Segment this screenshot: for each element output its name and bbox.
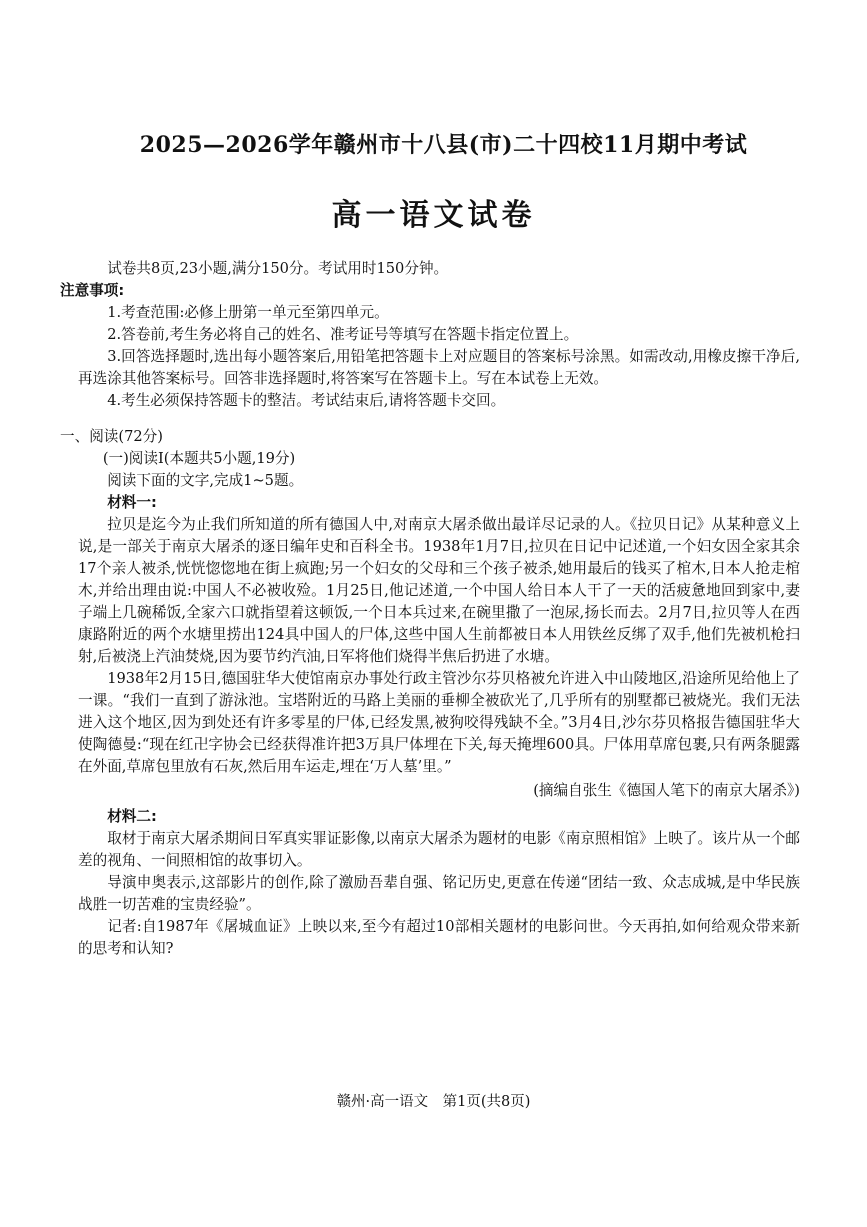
- exam-intro: 试卷共8页,23小题,满分150分。考试用时150分钟。: [107, 260, 449, 277]
- material2-paragraph: 取材于南京大屠杀期间日军真实罪证影像,以南京大屠杀为题材的电影《南京照相馆》上映了。该片从一个邮差的视角、一间照相馆的故事切入。: [78, 830, 800, 869]
- exam-body: [60, 258, 800, 960]
- notice-item-3: 3.回答选择题时,选出每小题答案后,用铅笔把答题卡上对应题目的答案标号涂黑。如需改动,用橡皮擦干净后,再选涂其他答案标号。回答非选择题时,将答案写在答题卡上。写在本试卷上无效。: [78, 348, 800, 387]
- section-heading: 一、阅读(72分): [60, 428, 163, 445]
- subject-title: 高一语文试卷: [331, 198, 536, 233]
- material2-label: 材料二:: [107, 808, 157, 825]
- material1-paragraph: 拉贝是迄今为止我们所知道的所有德国人中,对南京大屠杀做出最详尽记录的人。《拉贝日记》从某种意义上说,是一部关于南京大屠杀的逐日编年史和百科全书。1938年1月7日,拉贝在日记中记述道,一个妇女因全家其余17个亲人被杀,恍恍惚惚地在街上疯跑;另一个妇女的父母和三个孩子被杀,她用最后的钱买了棺木,日本人抢走棺木,并给出理由说:中国人不必被收殓。1月25日,他记述道,一个中国人给日本人干了一天的活疲惫地回到家中,妻子端上几碗稀饭,全家六口就指望着这顿饭,一个日本兵过来,在碗里撒了一泡尿,扬长而去。2月7日,拉贝等人在西康路附近的两个水塘里捞出124具中国人的尸体,这些中国人生前都被日本人用铁丝反绑了双手,他们先被机枪扫射,后被浇上汽油焚烧,因为要节约汽油,日军将他们烧得半焦后扔进了水塘。: [78, 516, 800, 665]
- notice-item-2: 2.答卷前,考生务必将自己的姓名、准考证号等填写在答题卡指定位置上。: [107, 326, 579, 343]
- material1-source: (摘编自张生《德国人笔下的南京大屠杀》): [533, 782, 800, 799]
- spacer: [78, 412, 800, 426]
- material1-label: 材料一:: [107, 494, 157, 511]
- page-footer: 赣州·高一语文 第1页(共8页): [336, 1094, 531, 1110]
- notice-item-1: 1.考查范围:必修上册第一单元至第四单元。: [107, 304, 389, 321]
- section-instruction: 阅读下面的文字,完成1~5题。: [107, 472, 304, 489]
- material2-paragraph: 记者:自1987年《屠城血证》上映以来,至今有超过10部相关题材的电影问世。今天再拍,如何给观众带来新的思考和认知?: [78, 918, 800, 957]
- notice-heading: 注意事项:: [60, 282, 125, 299]
- notice-item-4: 4.考生必须保持答题卡的整洁。考试结束后,请将答题卡交回。: [107, 392, 506, 409]
- material1-paragraph: 1938年2月15日,德国驻华大使馆南京办事处行政主管沙尔芬贝格被允许进入中山陵地区,沿途所见给他上了一课。“我们一直到了游泳池。宝塔附近的马路上美丽的垂柳全被砍光了,几乎所有的别墅都已被烧光。我们无法进入这个地区,因为到处还有许多零星的尸体,已经发黑,被狗咬得残缺不全。”3月4日,沙尔芬贝格报告德国驻华大使陶德曼:“现在红卍字协会已经获得准许把3万具尸体埋在下关,每天掩埋600具。尸体用草席包裹,只有两条腿露在外面,草席包里放有石灰,然后用车运走,埋在‘万人墓’里。”: [78, 670, 800, 775]
- material2-paragraph: 导演申奥表示,这部影片的创作,除了激励吾辈自强、铭记历史,更意在传递“团结一致、众志成城,是中华民族战胜一切苦难的宝贵经验”。: [78, 874, 800, 913]
- exam-title: 2025—2026学年赣州市十八县(市)二十四校11月期中考试: [139, 132, 748, 158]
- section-sub-heading: (一)阅读Ⅰ(本题共5小题,19分): [102, 450, 296, 467]
